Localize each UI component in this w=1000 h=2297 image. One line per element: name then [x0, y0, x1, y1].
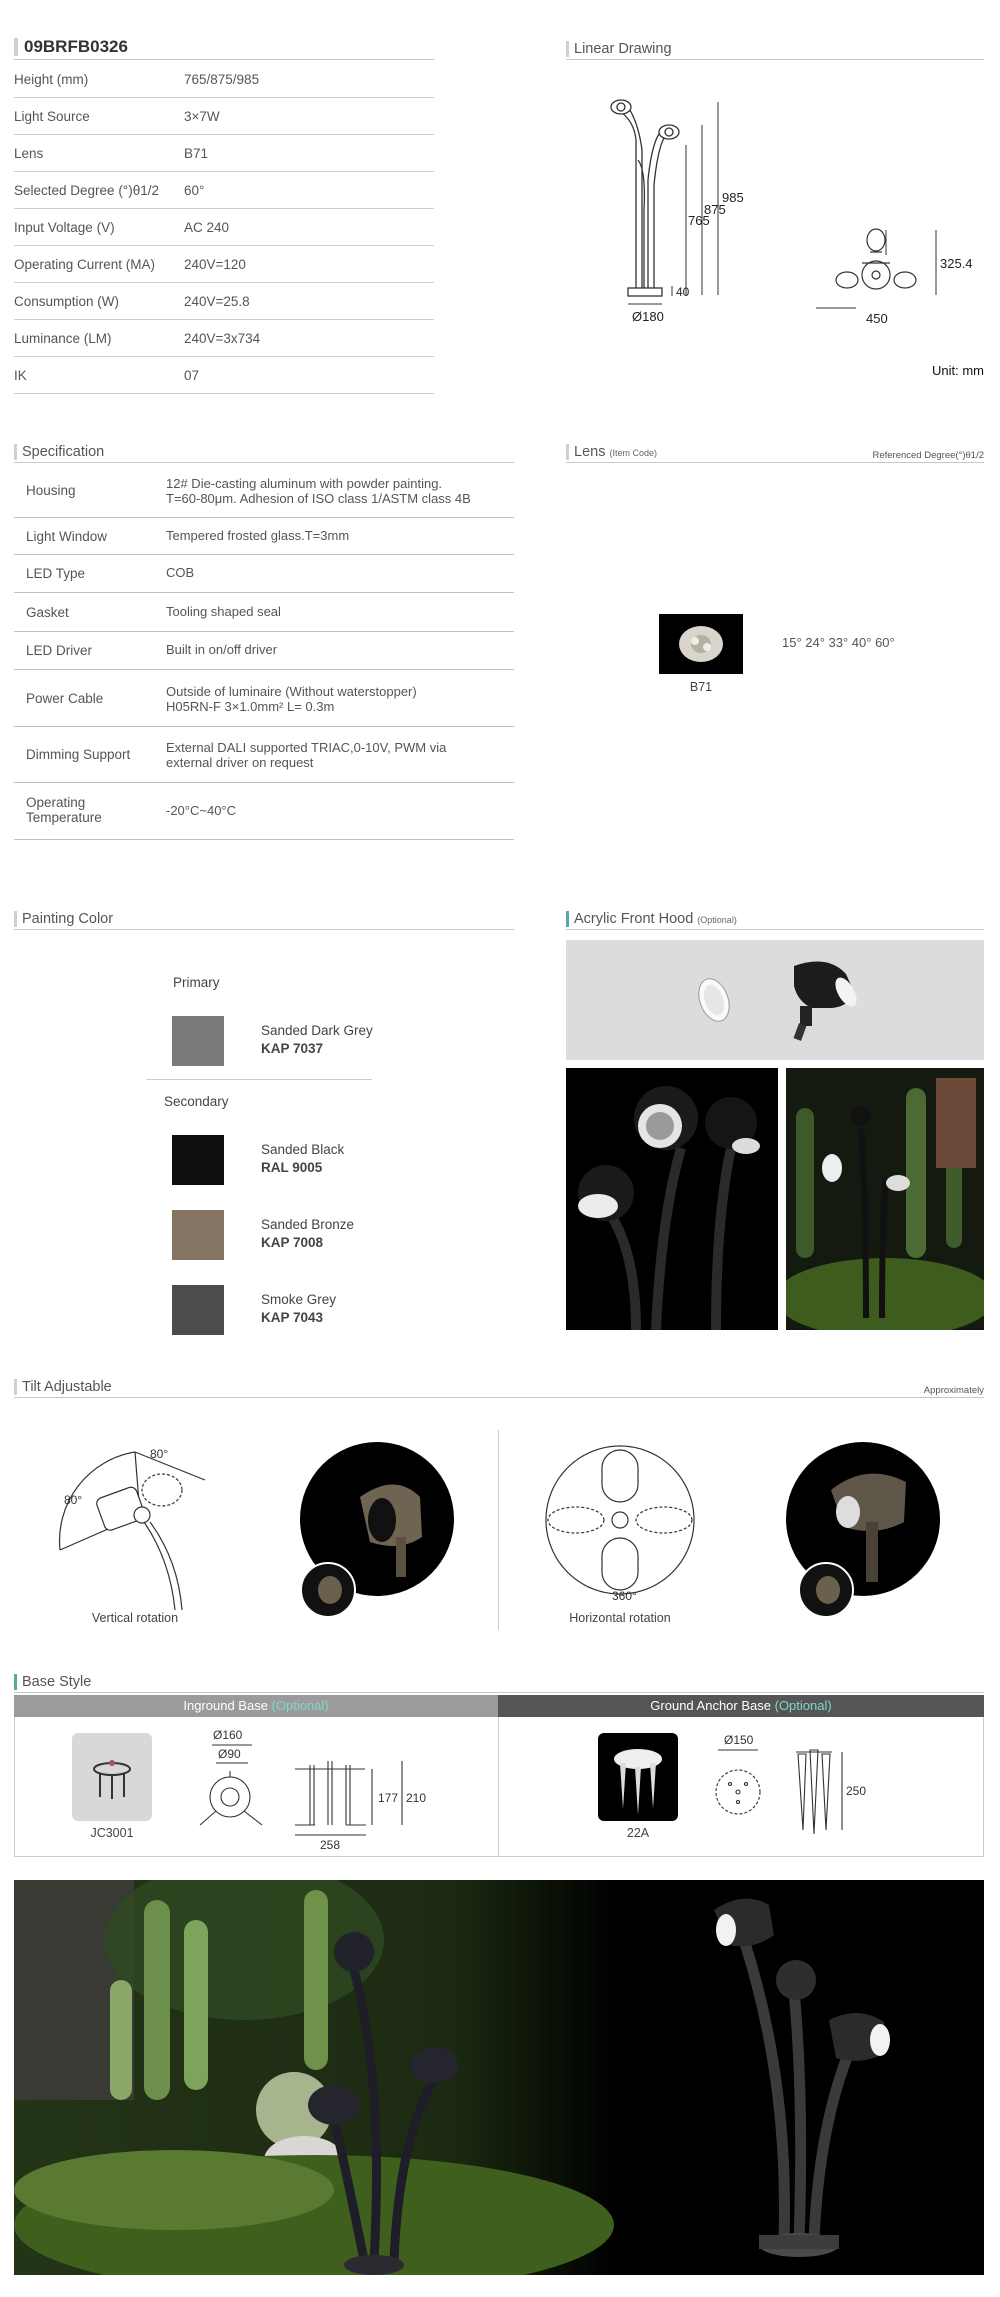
dim-177: 177 [378, 1791, 399, 1805]
param-label: Lens [14, 146, 44, 161]
spec-value [166, 476, 471, 506]
22a-label: 22A [626, 1826, 650, 1840]
color-swatch [172, 1210, 224, 1260]
spec-value [166, 740, 446, 770]
param-value: 240V=25.8 [184, 294, 250, 309]
22a-image [598, 1733, 678, 1821]
color-name: Sanded Black [261, 1142, 345, 1157]
lens-title: Lens (Item Code) Referenced Degree(°)θ1/2 [566, 443, 984, 463]
specification-title: Specification [14, 443, 514, 463]
dim-258: 258 [320, 1838, 341, 1852]
dim-150: Ø150 [724, 1733, 754, 1747]
color-swatch [172, 1135, 224, 1185]
param-label: Luminance (LM) [14, 331, 112, 346]
dim-210: 210 [406, 1791, 427, 1805]
spec-row [14, 518, 514, 555]
param-label: Consumption (W) [14, 294, 120, 309]
spec-value-line2: external driver on request [166, 755, 314, 770]
param-value: 765/875/985 [184, 72, 260, 87]
vertical-rotation-inset [300, 1562, 356, 1618]
dim-875: 875 [704, 202, 726, 217]
spec-label: Power Cable [26, 690, 104, 706]
spec-value-line2: T=60-80μm. Adhesion of ISO class 1/ASTM class 4B [166, 490, 471, 506]
ground-anchor-base-header: Ground Anchor Base (Optional) [498, 1695, 984, 1717]
param-value: 240V=120 [184, 257, 246, 272]
tilt-divider [498, 1430, 499, 1630]
color-swatch [172, 1285, 224, 1335]
spec-value-line1: -20°C~40°C [166, 802, 237, 818]
acrylic-hood-product-image [566, 940, 984, 1060]
spec-row [14, 727, 514, 783]
spec-value [166, 803, 236, 818]
param-label: Height (mm) [14, 72, 89, 87]
spec-label: Housing [26, 482, 76, 498]
color-name: Smoke Grey [261, 1292, 337, 1307]
spec-row [14, 463, 514, 518]
base-style-title: Base Style [14, 1673, 984, 1693]
spec-value-line1: Tempered frosted glass.T=3mm [166, 527, 350, 543]
acrylic-hood-title: Acrylic Front Hood (Optional) [566, 910, 984, 930]
param-row [14, 98, 434, 135]
param-value: 3×7W [184, 109, 220, 124]
dim-160: Ø160 [213, 1728, 243, 1742]
spec-value-line1: Tooling shaped seal [166, 603, 281, 619]
color-swatch [172, 1016, 224, 1066]
param-value: 07 [184, 368, 200, 383]
color-label [261, 1141, 344, 1177]
dim-325: 325.4 [940, 256, 973, 271]
param-row [14, 172, 434, 209]
spec-row [14, 632, 514, 670]
model-title: 09BRFB0326 [14, 36, 434, 60]
spec-value-line2: H05RN-F 3×1.0mm² L= 0.3m [166, 698, 335, 714]
spec-row [14, 593, 514, 632]
unit-label: Unit: mm [932, 363, 984, 378]
primary-label: Primary [173, 975, 220, 990]
horizontal-rotation-label: Horizontal rotation [569, 1611, 671, 1625]
spec-label: LED Type [26, 566, 86, 581]
dim-250: 250 [846, 1784, 867, 1798]
param-row [14, 209, 434, 246]
spec-row [14, 670, 514, 727]
param-row [14, 61, 434, 98]
spec-value-line1: COB [166, 565, 195, 580]
param-value: B71 [184, 146, 209, 161]
param-row [14, 357, 434, 394]
angle-80-top: 80° [150, 1447, 169, 1461]
inground-base-drawing [180, 1725, 490, 1857]
spec-value [166, 604, 281, 619]
spec-value-line1: Built in on/off driver [166, 642, 278, 657]
color-name: Sanded Dark Grey [261, 1023, 373, 1038]
spec-label: Light Window [26, 528, 108, 544]
lens-degrees: 15° 24° 33° 40° 60° [782, 635, 895, 650]
acrylic-hood-photo-black [566, 1068, 778, 1330]
dim-40: 40 [676, 285, 690, 299]
param-row [14, 246, 434, 283]
param-label: Input Voltage (V) [14, 220, 115, 235]
inground-base-header: Inground Base (Optional) [14, 1695, 498, 1717]
color-divider [146, 1079, 372, 1080]
ground-anchor-drawing [700, 1730, 900, 1850]
param-value: 60° [184, 183, 205, 198]
color-code: KAP 7008 [261, 1235, 324, 1250]
dim-90: Ø90 [218, 1747, 241, 1761]
param-label: Light Source [14, 109, 90, 124]
horizontal-rotation-drawing [540, 1440, 700, 1600]
lens-image [659, 614, 743, 674]
spec-value-line1: External DALI supported TRIAC,0-10V, PWM via [166, 740, 447, 755]
spec-value [166, 528, 349, 543]
color-label [261, 1022, 373, 1058]
param-label: Selected Degree (°)θ1/2 [14, 183, 159, 198]
dim-985: 985 [722, 190, 744, 205]
color-name: Sanded Bronze [261, 1217, 355, 1232]
param-value: 240V=3x734 [184, 331, 261, 346]
param-row [14, 283, 434, 320]
param-label: Operating Current (MA) [14, 257, 156, 272]
angle-360: 360° [612, 1589, 637, 1600]
color-label [261, 1216, 354, 1252]
param-row [14, 320, 434, 357]
spec-label: Dimming Support [26, 747, 131, 762]
linear-drawing-title: Linear Drawing [566, 40, 984, 60]
spec-row [14, 555, 514, 593]
spec-row [14, 783, 514, 840]
linear-drawing [566, 90, 986, 340]
spec-label [26, 795, 102, 825]
dim-450: 450 [866, 311, 888, 326]
color-code: KAP 7043 [261, 1310, 324, 1325]
secondary-label: Secondary [164, 1094, 229, 1109]
color-label [261, 1291, 336, 1327]
param-row [14, 135, 434, 172]
jc3001-label: JC3001 [90, 1826, 134, 1840]
lens-name: B71 [689, 680, 713, 694]
param-label: IK [14, 368, 27, 383]
horizontal-rotation-inset [798, 1562, 854, 1618]
spec-value [166, 684, 417, 714]
tilt-adjustable-title: Tilt Adjustable Approximately [14, 1378, 984, 1398]
dim-180: Ø180 [632, 309, 664, 324]
spec-value [166, 642, 277, 657]
color-code: RAL 9005 [261, 1160, 323, 1175]
angle-80-left: 80° [64, 1493, 83, 1507]
vertical-rotation-drawing [40, 1430, 220, 1610]
spec-label-line2: Temperature [26, 810, 102, 825]
spec-value-line1: Outside of luminaire (Without waterstopper) [166, 683, 417, 699]
param-value: AC 240 [184, 220, 230, 235]
spec-label: LED Driver [26, 643, 93, 658]
spec-value [166, 565, 194, 580]
spec-label: Gasket [26, 604, 69, 620]
color-code: KAP 7037 [261, 1041, 324, 1056]
painting-color-title: Painting Color [14, 910, 514, 930]
dim-765: 765 [688, 213, 710, 228]
spec-value-line1: 12# Die-casting aluminum with powder painting. [166, 475, 443, 491]
spec-label-line1: Operating [26, 795, 86, 810]
product-hero-photo [14, 1880, 984, 2275]
vertical-rotation-label: Vertical rotation [91, 1611, 179, 1625]
base-divider [498, 1717, 499, 1857]
jc3001-image [72, 1733, 152, 1821]
acrylic-hood-photo-garden [786, 1068, 984, 1330]
